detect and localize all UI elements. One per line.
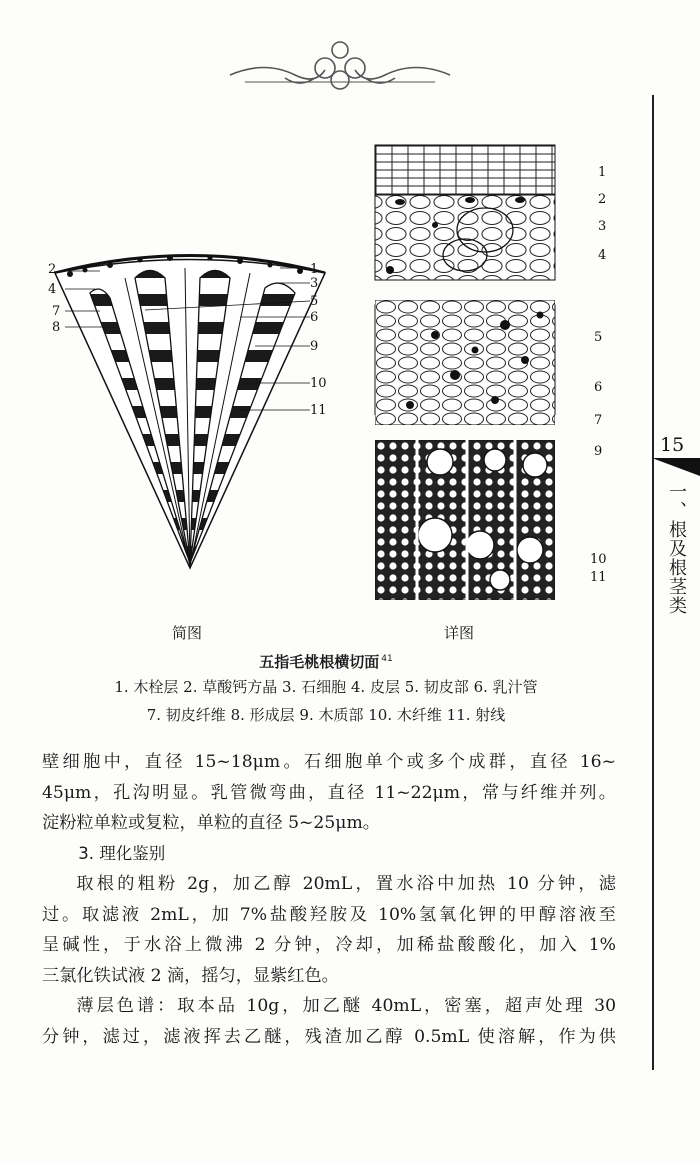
detail-label-4: 4 (598, 248, 607, 263)
left-label-3: 3 (310, 276, 319, 291)
body-line: 呈碱性，于水浴上微沸 2 分钟，冷却，加稀盐酸酸化，加入 1% (42, 935, 616, 955)
body-line: 取根的粗粉 2g，加乙醇 20mL，置水浴中加热 10 分钟，滤 (76, 874, 616, 894)
left-label-10: 10 (310, 376, 327, 391)
left-label-4: 4 (48, 282, 57, 297)
body-line: 过。取滤液 2mL，加 7%盐酸羟胺及 10%氢氧化钾的甲醇溶液至 (42, 904, 616, 925)
detail-label-7: 7 (594, 413, 603, 428)
section-side-label: 一、根及根茎类 (666, 482, 687, 615)
detail-label-3: 3 (598, 219, 607, 234)
left-label-9: 9 (310, 339, 319, 354)
detail-label-2: 2 (598, 192, 607, 207)
header-ornament-icon (225, 30, 455, 100)
detail-label-1: 1 (598, 165, 607, 180)
body-text (42, 747, 616, 1052)
left-label-1: 1 (310, 262, 319, 277)
detail-caption: 详图 (444, 624, 475, 642)
body-line: 淀粉粒单粒或复粒，单粒的直径 5~25μm。 (42, 813, 380, 833)
body-line: 薄层色谱：取本品 10g，加乙醚 40mL，密塞，超声处理 30 (76, 996, 616, 1016)
schematic-caption: 简图 (172, 624, 203, 642)
phloem-panel-figure (375, 300, 555, 425)
figure-legend-line1: 1. 木栓层 2. 草酸钙方晶 3. 石细胞 4. 皮层 5. 韧皮部 6. 乳汁管 (114, 678, 538, 696)
detail-label-5: 5 (594, 330, 603, 345)
figure-ref: 41 (381, 654, 393, 664)
section-heading: 3. 理化鉴别 (78, 843, 166, 863)
schematic-section-figure (40, 238, 340, 573)
margin-rule (652, 95, 654, 1070)
left-label-7: 7 (52, 304, 61, 319)
left-label-2: 2 (48, 262, 57, 277)
left-label-11: 11 (310, 403, 327, 418)
xylem-panel-figure (375, 440, 555, 600)
tab-wedge-icon (652, 458, 700, 476)
body-line: 壁细胞中，直径 15~18μm。石细胞单个或多个成群，直径 16~ (42, 752, 616, 772)
body-line: 三氯化铁试液 2 滴，摇匀，显紫红色。 (42, 965, 339, 986)
detail-label-10: 10 (590, 552, 607, 567)
page-number: 15 (660, 434, 685, 456)
figure-title: 五指毛桃根横切面 $^{41}$ (259, 653, 393, 671)
left-label-8: 8 (52, 320, 61, 335)
detail-label-6: 6 (594, 380, 603, 395)
body-line: 45μm，孔沟明显。乳管微弯曲，直径 11~22μm，常与纤维并列。 (42, 782, 616, 803)
detail-label-11: 11 (590, 570, 607, 585)
left-label-5: 5 (310, 294, 319, 309)
body-line: 分钟，滤过，滤液挥去乙醚，残渣加乙醇 0.5mL 使溶解，作为供 (42, 1026, 616, 1047)
left-label-6: 6 (310, 310, 319, 325)
detail-label-9: 9 (594, 444, 603, 459)
figure-legend-line2: 7. 韧皮纤维 8. 形成层 9. 木质部 10. 木纤维 11. 射线 (146, 706, 506, 724)
